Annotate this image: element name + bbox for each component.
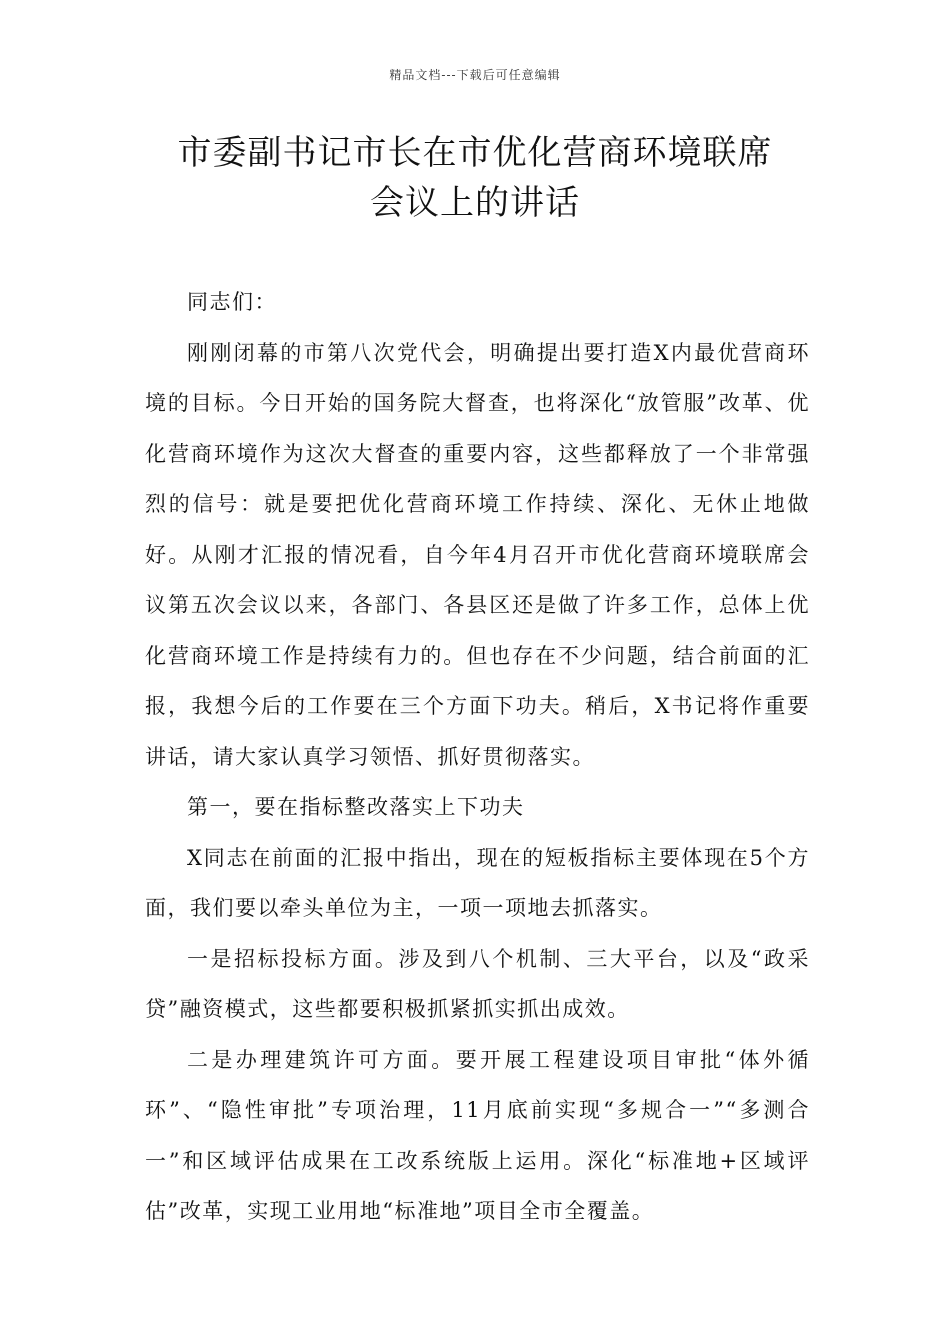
paragraph: 二是办理建筑许可方面。要开展工程建设项目审批“体外循环”、“隐性审批”专项治理，11月底前实现“多规合一”“多测合一”和区域评估成果在工改系统版上运用。深化“标准地+区域评估”改革，实现工业用地“标准地”项目全市全覆盖。 xyxy=(145,1047,810,1223)
title-line-2: 会议上的讲话 xyxy=(370,183,580,223)
section-heading: 第一，要在指标整改落实上下功夫 xyxy=(187,795,525,819)
paragraph: 刚刚闭幕的市第八次党代会，明确提出要打造X内最优营商环境的目标。今日开始的国务院大督查，也将深化“放管服”改革、优化营商环境作为这次大督查的重要内容，这些都释放了一个非常强烈的信号：就是要把优化营商环境工作持续、深化、无休止地做好。从刚才汇报的情况看，自今年4月召开市优化营商环境联席会议第五次会议以来，各部门、各县区还是做了许多工作，总体上优化营商环境工作是持续有力的。但也存在不少问题，结合前面的汇报，我想今后的工作要在三个方面下功夫。稍后，X书记将作重要讲话，请大家认真学习领悟、抓好贯彻落实。 xyxy=(145,340,810,769)
salutation: 同志们： xyxy=(187,290,277,314)
paragraph: 一是招标投标方面。涉及到八个机制、三大平台，以及“政采贷”融资模式，这些都要积极抓紧抓实抓出成效。 xyxy=(145,946,810,1021)
paragraph: X同志在前面的汇报中指出，现在的短板指标主要体现在5个方面，我们要以牵头单位为主，一项一项地去抓落实。 xyxy=(145,845,810,920)
document-body xyxy=(145,277,810,1237)
document-title xyxy=(100,128,850,228)
page-header: 精品文档---下载后可任意编辑 xyxy=(389,68,561,82)
title-line-1: 市委副书记市长在市优化营商环境联席 xyxy=(177,133,773,173)
